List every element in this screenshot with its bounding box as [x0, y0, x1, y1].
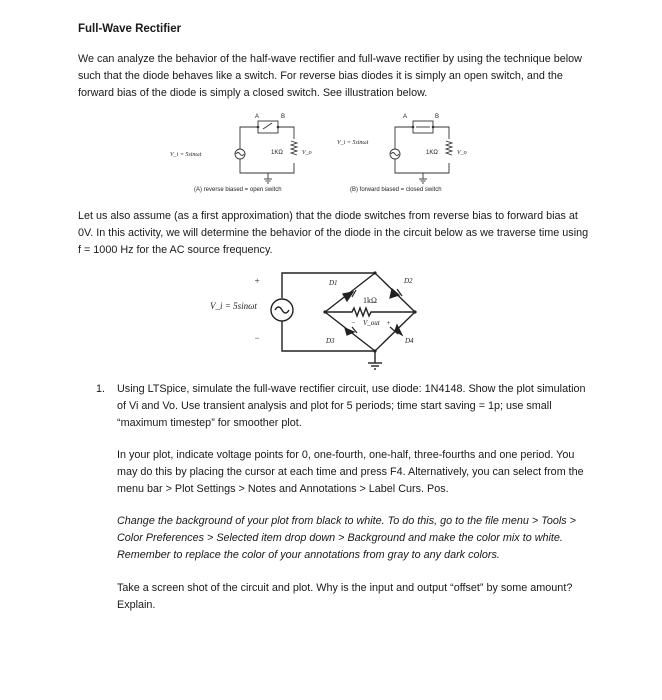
switch-model-figure: [160, 107, 480, 197]
bridge-source-label: V_i = 5sinωt: [210, 301, 257, 311]
source-plus: +: [254, 276, 261, 286]
instruction-background: Change the background of your plot from black to white. To do this, go to the file menu > Tools > Color Preferences > Selected item drop down > Background and make the color mix to white. Remember to replace the color of your annotations from gray to any dark colors.: [117, 515, 576, 561]
right-source-label: V_i = 5sinωt: [337, 140, 369, 146]
instruction-simulate: Using LTSpice, simulate the full-wave rectifier circuit, use diode: 1N4148. Show the plot simulation of Vi and Vo. Use transient analysis and plot for 5 periods; time start saving = 1p; use small “maximum timestep” for smoother plot.: [117, 383, 586, 429]
diode-d3-label: D3: [326, 337, 335, 345]
instruction-screenshot: Take a screen shot of the circuit and plot. Why is the input and output “offset” by some amount? Explain.: [117, 582, 573, 611]
vout-minus: −: [351, 319, 356, 327]
diode-d1-label: D1: [329, 279, 338, 287]
diode-d4-label: D4: [405, 337, 414, 345]
intro-paragraph: We can analyze the behavior of the half-wave rectifier and full-wave rectifier by using the technique below such that the diode behaves like a switch. For reverse bias diodes it is simply an open switch, and the forward bias of the diode is simply a closed switch. See illustration below.: [78, 53, 582, 99]
bridge-rectifier-figure: [200, 263, 430, 375]
left-node-b: B: [281, 114, 286, 120]
right-resistor-label: 1KΩ: [426, 150, 438, 156]
right-node-a: A: [403, 114, 408, 120]
left-source-label: V_i = 5sinωt: [170, 152, 202, 158]
section-title: Full-Wave Rectifier: [78, 23, 182, 35]
assumption-paragraph: Let us also assume (as a first approximation) that the diode switches from reverse bias to forward bias at 0V. In this activity, we will determine the behavior of the diode in the circuit below as we traverse time using f = 1000 Hz for the AC source frequency.: [78, 210, 589, 256]
bridge-resistor-label: 1kΩ: [363, 296, 377, 305]
left-node-a: A: [255, 114, 260, 120]
right-caption: (B) forward biased = closed switch: [350, 187, 442, 193]
right-node-b: B: [435, 114, 440, 120]
left-resistor-label: 1KΩ: [271, 150, 283, 156]
list-number: 1.: [96, 383, 106, 395]
right-output-label: V_o: [457, 150, 467, 156]
vout-plus: +: [386, 319, 391, 327]
diode-d2-label: D2: [404, 277, 413, 285]
source-minus: −: [254, 333, 261, 343]
left-caption: (A) reverse biased = open switch: [194, 187, 282, 193]
left-output-label: V_o: [302, 150, 312, 156]
vout-label: V_out: [363, 319, 380, 327]
instruction-voltage-points: In your plot, indicate voltage points for 0, one-fourth, one-half, three-fourths and one period. You may do this by placing the cursor at each time and press F4. Alternatively, you can select from the menu bar > Plot Settings > Notes and Annotations > Label Curs. Pos.: [117, 449, 584, 495]
